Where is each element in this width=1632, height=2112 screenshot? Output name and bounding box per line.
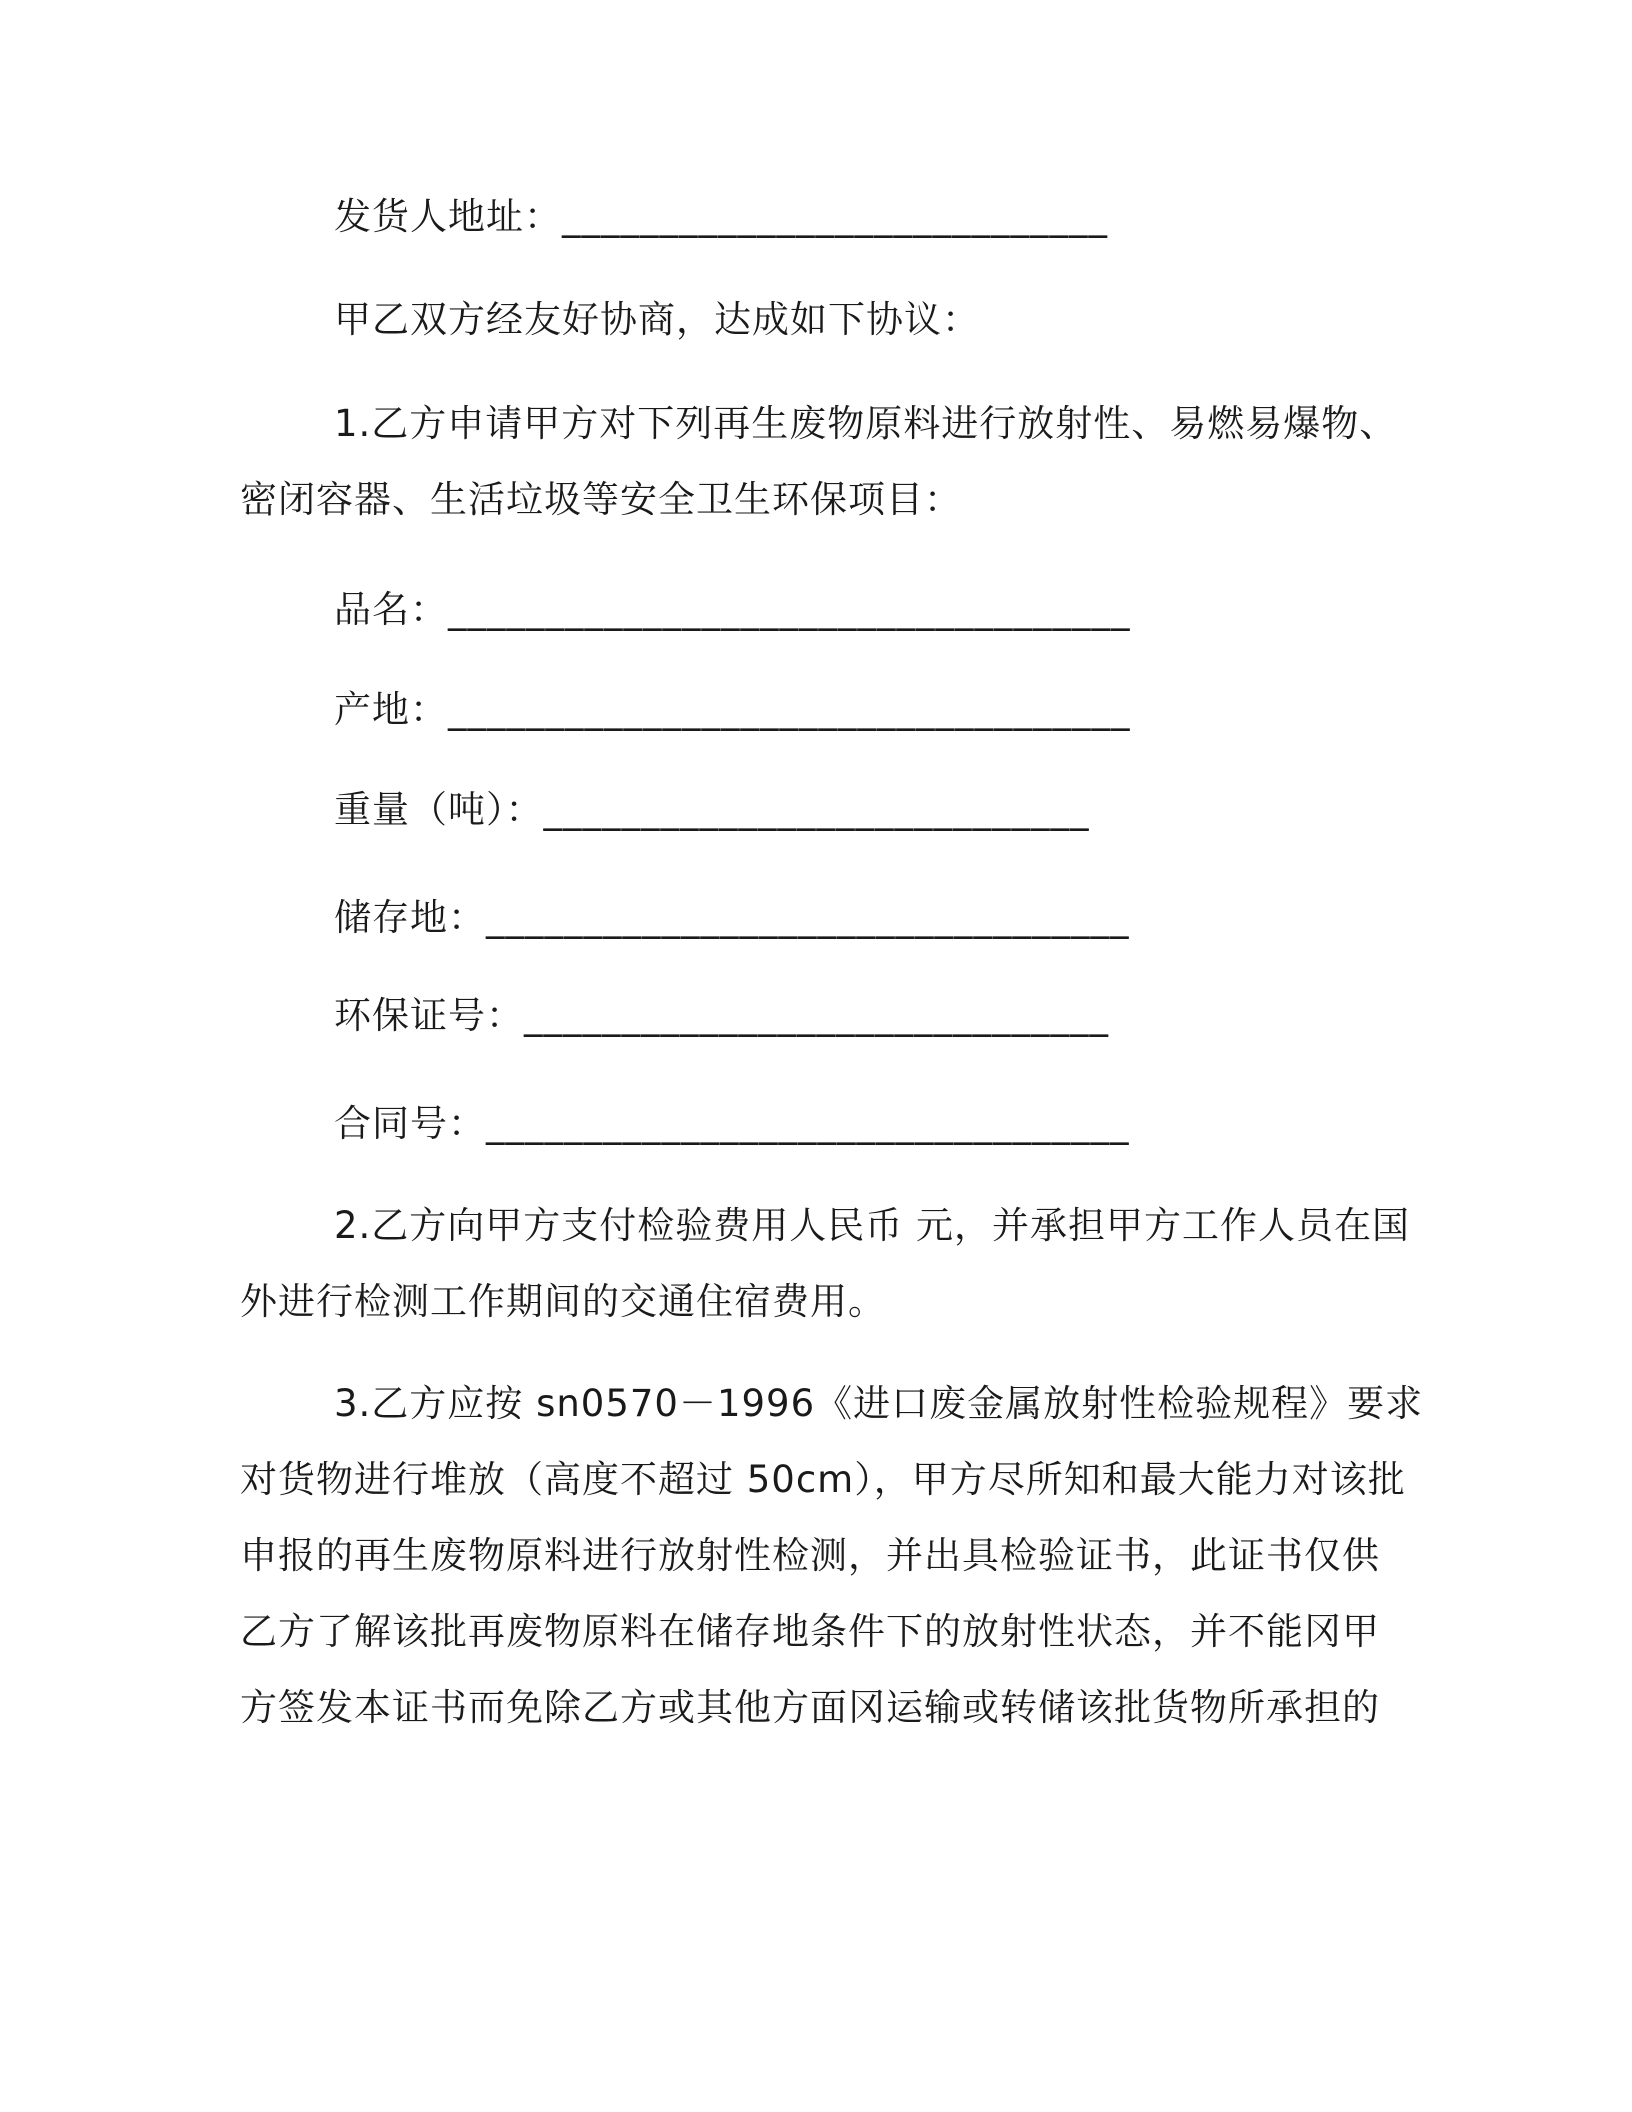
shipper-address-line: 发货人地址：____________________________ bbox=[334, 195, 1108, 238]
field-contract-no: 合同号：_________________________________ bbox=[334, 1102, 1130, 1145]
clause3-line1: 3.乙方应按 sn0570－1996《进口废金属放射性检验规程》要求 bbox=[334, 1382, 1424, 1425]
field-env-cert-no: 环保证号：______________________________ bbox=[334, 994, 1109, 1037]
field-storage-place: 储存地：_________________________________ bbox=[334, 896, 1130, 939]
field-origin: 产地：___________________________________ bbox=[334, 688, 1131, 731]
clause3-line4: 乙方了解该批再废物原料在储存地条件下的放射性状态，并不能冈甲 bbox=[240, 1610, 1380, 1653]
clause2-line1: 2.乙方向甲方支付检验费用人民币 元，并承担甲方工作人员在国 bbox=[334, 1204, 1411, 1247]
clause3-line3: 申报的再生废物原料进行放射性检测，并出具检验证书，此证书仅供 bbox=[240, 1534, 1380, 1577]
clause3-line2: 对货物进行堆放（高度不超过 50cm），甲方尽所知和最大能力对该批 bbox=[240, 1458, 1406, 1501]
clause1-line2: 密闭容器、生活垃圾等安全卫生环保项目： bbox=[240, 478, 962, 521]
agreement-intro: 甲乙双方经友好协商，达成如下协议： bbox=[334, 298, 980, 341]
clause3-line5: 方签发本证书而免除乙方或其他方面冈运输或转储该批货物所承担的 bbox=[240, 1686, 1380, 1729]
field-product-name: 品名：___________________________________ bbox=[334, 588, 1131, 631]
clause1-line1: 1.乙方申请甲方对下列再生废物原料进行放射性、易燃易爆物、 bbox=[334, 402, 1398, 445]
clause2-line2: 外进行检测工作期间的交通住宿费用。 bbox=[240, 1280, 886, 1323]
field-weight: 重量（吨）：____________________________ bbox=[334, 788, 1090, 831]
